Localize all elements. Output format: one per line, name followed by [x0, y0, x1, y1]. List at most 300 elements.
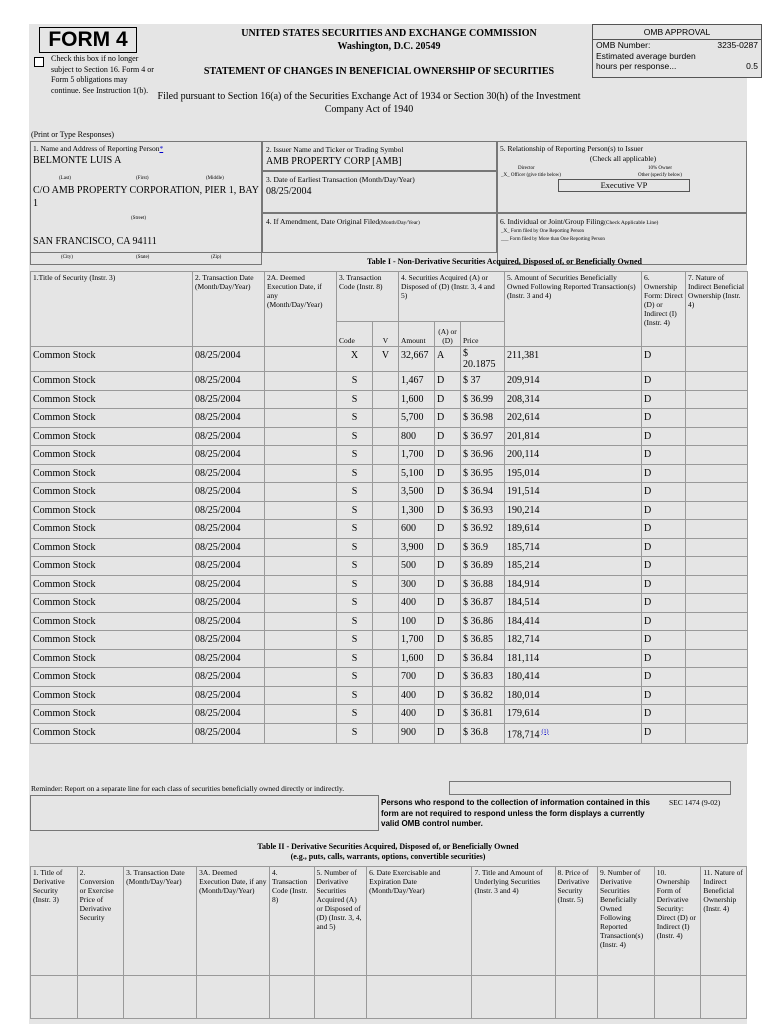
t1-cell-date [193, 538, 265, 557]
t1-cell-price [461, 520, 505, 539]
t1-cell-price [461, 427, 505, 446]
t1-cell-amount-text: 32,667 [401, 350, 429, 361]
t1-cell-form [642, 594, 686, 613]
t1-cell-date [193, 705, 265, 724]
t1-cell-code-text: S [351, 393, 358, 405]
omb-approval-box [592, 24, 762, 78]
t1-cell-deemed [265, 686, 337, 705]
t1-cell-form [642, 347, 686, 372]
t1-cell-v [373, 464, 399, 483]
t1-cell-title-text: Common Stock [33, 486, 96, 497]
t1-cell-amount [399, 483, 435, 502]
t1-cell-owned-text: 178,714 [507, 728, 540, 740]
t1-cell-v [373, 409, 399, 428]
ten-percent-owner-option[interactable]: 10% Owner [648, 166, 673, 171]
t1-cell-owned-text: 180,414 [507, 671, 540, 682]
t1-sub-v: V [373, 322, 399, 347]
omb-notice: Persons who respond to the collection of information contained in this form are not required to respond unless the form displays a currently valid OMB control number. [381, 798, 650, 828]
t1-cell-code [337, 464, 373, 483]
t1-cell-owned-text: 185,214 [507, 560, 540, 571]
t1-cell-price [461, 686, 505, 705]
t1-cell-owned-text: 195,014 [507, 467, 540, 479]
t1-sub-amount: Amount [399, 322, 435, 347]
t1-cell-code-text: S [351, 412, 358, 423]
t1-cell-nature [686, 538, 748, 557]
t1-cell-aord [435, 631, 461, 650]
filing-more-persons[interactable]: ___ Form filed by More than One Reporting Person [501, 237, 605, 242]
t1-cell-code-text: S [351, 597, 358, 608]
t1-cell-title-text: Common Stock [33, 393, 96, 405]
earliest-transaction-box [262, 171, 497, 213]
t1-cell-aord-text: D [437, 412, 445, 423]
relationship-box [497, 141, 747, 213]
t1-cell-price-text: $ 36.89 [463, 560, 494, 571]
t1-cell-deemed [265, 538, 337, 557]
t1-h-nature: 7. Nature of Indirect Beneficial Ownership (Instr. 4) [686, 272, 748, 347]
t1-cell-owned [505, 520, 642, 539]
t1-cell-owned-text: 184,514 [507, 597, 540, 608]
t1-cell-price [461, 390, 505, 409]
t1-cell-owned [505, 501, 642, 520]
t1-cell-form-text: D [644, 597, 652, 608]
table2-title: Table II - Derivative Securities Acquired, Disposed of, or Beneficially Owned [257, 842, 519, 851]
t1-cell-nature [686, 705, 748, 724]
t1-cell-code-text: S [351, 652, 358, 664]
t1-cell-owned-text: 179,614 [507, 708, 540, 719]
t1-cell-aord-text: D [437, 504, 445, 516]
t1-cell-code-text: S [351, 634, 358, 645]
t1-cell-date [193, 427, 265, 446]
t1-cell-owned-text: 200,114 [507, 449, 540, 460]
t1-cell-code-text: S [351, 560, 358, 571]
t1-cell-price-text: $ 36.88 [463, 578, 494, 590]
t1-cell-title-text: Common Stock [33, 412, 96, 423]
t1-cell-code-text: S [351, 578, 358, 590]
t1-cell-v [373, 347, 399, 372]
t2-h-7: 7. Title and Amount of Underlying Securities (Instr. 3 and 4) [472, 867, 555, 976]
t1-cell-date [193, 649, 265, 668]
t1-cell-price [461, 594, 505, 613]
t1-cell-owned [505, 390, 642, 409]
t1-cell-form-text: D [644, 504, 652, 516]
t1-cell-form-text: D [644, 726, 652, 738]
street-label: (Street) [131, 216, 146, 221]
t1-cell-aord [435, 612, 461, 631]
t1-cell-deemed [265, 409, 337, 428]
t1-cell-deemed [265, 372, 337, 391]
t1-cell-amount [399, 686, 435, 705]
t1-cell-owned [505, 575, 642, 594]
t1-cell-code [337, 557, 373, 576]
t1-cell-form-text: D [644, 671, 652, 682]
t1-cell-price-text: $ 36.87 [463, 597, 494, 608]
sec-form-code: SEC 1474 (9-02) [669, 798, 721, 807]
t1-cell-owned [505, 705, 642, 724]
t1-cell-form-text: D [644, 449, 652, 460]
t1-cell-amount [399, 557, 435, 576]
t1-cell-title-text: Common Stock [33, 560, 96, 571]
t1-cell-amount-text: 900 [401, 726, 417, 738]
t1-cell-title [31, 483, 193, 502]
t1-cell-owned-text: 180,014 [507, 689, 540, 701]
t1-cell-aord [435, 483, 461, 502]
t1-cell-date-text: 08/25/2004 [195, 350, 241, 361]
t1-cell-title-text: Common Stock [33, 615, 96, 627]
t1-cell-price [461, 372, 505, 391]
t1-cell-deemed [265, 631, 337, 650]
table-row [31, 557, 748, 576]
t1-cell-price [461, 575, 505, 594]
t1-cell-code [337, 390, 373, 409]
t1-cell-form-text: D [644, 375, 652, 386]
t1-cell-owned-text: 185,714 [507, 541, 540, 553]
filing-one-person[interactable]: _X_ Form filed by One Reporting Person [501, 229, 585, 234]
t1-cell-aord-text: D [437, 578, 445, 590]
t1-cell-aord [435, 686, 461, 705]
t1-cell-form [642, 649, 686, 668]
t1-cell-form-text: D [644, 578, 652, 590]
t1-cell-owned-text: 209,914 [507, 375, 540, 386]
t1-cell-price-text: $ 36.99 [463, 393, 494, 405]
t1-cell-aord-text: D [437, 726, 445, 738]
t1-cell-code [337, 372, 373, 391]
t1-cell-price-text: $ 36.9 [463, 541, 489, 553]
table-row [31, 631, 748, 650]
t1-cell-price [461, 631, 505, 650]
t1-cell-code [337, 483, 373, 502]
t1-cell-price [461, 446, 505, 465]
t1-cell-aord-text: D [437, 375, 445, 386]
t2-h-4: 4. Transaction Code (Instr. 8) [269, 867, 314, 976]
t1-cell-form-text: D [644, 350, 652, 361]
t1-cell-date [193, 372, 265, 391]
t1-cell-aord [435, 464, 461, 483]
t1-cell-title [31, 372, 193, 391]
t1-cell-nature [686, 557, 748, 576]
omb-number-value: 3235-0287 [717, 40, 758, 50]
t1-cell-price [461, 705, 505, 724]
t1-cell-form [642, 557, 686, 576]
city-label: (City) [61, 255, 73, 260]
reporting-person-name: BELMONTE LUIS A [33, 155, 122, 166]
t1-cell-deemed [265, 501, 337, 520]
t1-cell-aord [435, 446, 461, 465]
t1-cell-form [642, 612, 686, 631]
officer-option[interactable]: _X_ Officer (give title below) [501, 173, 561, 178]
t1-cell-aord [435, 705, 461, 724]
relationship-sub: (Check all applicable) [589, 154, 657, 163]
t1-cell-aord [435, 372, 461, 391]
t1-cell-amount-text: 3,900 [401, 541, 424, 553]
t1-cell-v [373, 686, 399, 705]
t1-cell-title [31, 612, 193, 631]
t1-cell-amount-text: 1,700 [401, 634, 424, 645]
t1-cell-v [373, 501, 399, 520]
t1-cell-date-text: 08/25/2004 [195, 412, 241, 423]
t2-h-10: 10. Ownership Form of Derivative Security: Direct (D) or Indirect (I) (Instr. 4) [654, 867, 701, 976]
t1-cell-amount [399, 575, 435, 594]
t1-cell-aord-text: D [437, 708, 445, 719]
filing-label-sub: (Check Applicable Line) [603, 220, 659, 226]
t1-cell-title [31, 446, 193, 465]
t1-cell-deemed [265, 446, 337, 465]
t1-cell-code [337, 501, 373, 520]
t1-cell-date-text: 08/25/2004 [195, 652, 241, 664]
t1-cell-form-text: D [644, 393, 652, 405]
t1-cell-amount [399, 390, 435, 409]
t1-cell-title [31, 557, 193, 576]
t1-cell-price [461, 612, 505, 631]
t1-cell-deemed [265, 557, 337, 576]
t1-cell-amount-text: 5,100 [401, 467, 424, 479]
t1-cell-date [193, 612, 265, 631]
t1-cell-form [642, 668, 686, 687]
reporting-person-address: C/O AMB PROPERTY CORPORATION, PIER 1, BAY 1 [33, 185, 259, 209]
t1-cell-deemed [265, 520, 337, 539]
t1-cell-deemed [265, 427, 337, 446]
t1-cell-aord-text: D [437, 523, 445, 534]
t1-cell-form [642, 520, 686, 539]
t1-cell-owned [505, 409, 642, 428]
t1-cell-nature [686, 686, 748, 705]
t1-cell-v [373, 557, 399, 576]
print-type-note: (Print or Type Responses) [31, 130, 115, 139]
t1-cell-date [193, 483, 265, 502]
t1-cell-code [337, 686, 373, 705]
t1-cell-date-text: 08/25/2004 [195, 689, 241, 701]
table-row [31, 723, 748, 743]
t2-h-8: 8. Price of Derivative Security (Instr. 5) [555, 867, 598, 976]
t1-cell-form-text: D [644, 560, 652, 571]
t1-cell-title [31, 649, 193, 668]
t1-cell-owned [505, 612, 642, 631]
t1-cell-date-text: 08/25/2004 [195, 486, 241, 497]
table-row [31, 686, 748, 705]
table-row [31, 427, 748, 446]
omb-number-label: OMB Number: [596, 40, 651, 50]
t1-cell-amount [399, 501, 435, 520]
t1-cell-aord-text: D [437, 652, 445, 664]
t1-cell-code-text: S [351, 671, 358, 682]
t1-cell-price-text: $ 36.84 [463, 652, 494, 664]
table-row [31, 446, 748, 465]
t1-cell-aord-text: D [437, 486, 445, 497]
t1-cell-date-text: 08/25/2004 [195, 708, 241, 719]
t1-cell-form-text: D [644, 486, 652, 497]
director-option[interactable]: Director [518, 166, 535, 171]
t1-cell-amount-text: 1,600 [401, 652, 424, 664]
t1-cell-price [461, 464, 505, 483]
t1-cell-date-text: 08/25/2004 [195, 375, 241, 386]
issuer-value: AMB PROPERTY CORP [AMB] [266, 156, 402, 167]
t1-cell-deemed [265, 390, 337, 409]
officer-title-value: Executive VP [558, 179, 690, 192]
t1-cell-date [193, 464, 265, 483]
other-option[interactable]: Other (specify below) [638, 173, 682, 178]
t1-cell-price-text: $ 36.96 [463, 449, 494, 460]
table-row [31, 594, 748, 613]
t1-cell-nature [686, 483, 748, 502]
t1-cell-owned-text: 181,114 [507, 652, 540, 664]
t1-cell-form [642, 705, 686, 724]
t1-sub-price: Price [461, 322, 505, 347]
t1-cell-aord-text: D [437, 449, 445, 460]
table-row [31, 409, 748, 428]
t1-cell-owned [505, 649, 642, 668]
t1-cell-deemed [265, 612, 337, 631]
t1-cell-v [373, 594, 399, 613]
t1-cell-date [193, 575, 265, 594]
t1-cell-price-text: $ 36.85 [463, 634, 494, 645]
table-row [31, 575, 748, 594]
t1-cell-aord-text: D [437, 634, 445, 645]
t1-cell-code [337, 631, 373, 650]
t1-cell-amount [399, 705, 435, 724]
footnote-link[interactable]: (1) [541, 728, 549, 735]
t1-cell-title [31, 464, 193, 483]
t1-cell-amount-text: 3,500 [401, 486, 424, 497]
t1-cell-amount [399, 520, 435, 539]
t1-cell-title-text: Common Stock [33, 578, 96, 590]
t1-cell-form-text: D [644, 523, 652, 534]
omb-burden-label: Estimated average burden [596, 50, 696, 61]
t1-cell-owned [505, 347, 642, 372]
t1-cell-title [31, 686, 193, 705]
notice-blank-box [30, 795, 379, 831]
earliest-date-label: 3. Date of Earliest Transaction (Month/Day/Year) [266, 175, 415, 184]
t1-sub-aord: (A) or (D) [435, 322, 461, 347]
t1-cell-owned [505, 372, 642, 391]
t1-cell-code-text: S [351, 708, 358, 719]
t1-cell-amount-text: 400 [401, 689, 417, 701]
t1-cell-code [337, 427, 373, 446]
t1-cell-deemed [265, 723, 337, 743]
t1-cell-v [373, 427, 399, 446]
t1-cell-owned [505, 538, 642, 557]
earliest-date-value: 08/25/2004 [266, 186, 312, 197]
omb-header: OMB APPROVAL [593, 25, 761, 40]
t1-cell-amount [399, 723, 435, 743]
t1-cell-nature [686, 649, 748, 668]
t1-cell-aord [435, 594, 461, 613]
t1-cell-owned [505, 686, 642, 705]
t1-cell-price [461, 501, 505, 520]
t1-cell-title-text: Common Stock [33, 375, 96, 386]
t1-cell-code [337, 594, 373, 613]
filing-label: 6. Individual or Joint/Group Filing [500, 217, 604, 226]
t2-h-2: 2. Conversion or Exercise Price of Derivative Security [77, 867, 124, 976]
t1-cell-price [461, 649, 505, 668]
t1-cell-date-text: 08/25/2004 [195, 671, 241, 682]
reporting-person-footnote-link[interactable]: * [159, 144, 164, 153]
t1-cell-code-text: S [351, 375, 358, 386]
table2 [30, 866, 747, 1019]
t1-cell-owned [505, 557, 642, 576]
t1-cell-amount-text: 1,467 [401, 375, 424, 386]
t1-cell-form-text: D [644, 689, 652, 701]
t1-cell-title [31, 347, 193, 372]
t1-cell-aord [435, 427, 461, 446]
t1-cell-amount [399, 446, 435, 465]
t1-cell-form [642, 427, 686, 446]
table-row [31, 483, 748, 502]
t1-cell-form [642, 631, 686, 650]
t1-cell-title-text: Common Stock [33, 652, 96, 664]
t1-cell-amount [399, 347, 435, 372]
t1-cell-aord-text: D [437, 467, 445, 479]
t1-cell-date-text: 08/25/2004 [195, 393, 241, 405]
t1-cell-code [337, 612, 373, 631]
t1-cell-v [373, 520, 399, 539]
t1-cell-date [193, 446, 265, 465]
reporting-person-label: 1. Name and Address of Reporting Person [33, 144, 160, 153]
checkbox-instruction: Check this box if no longer subject to Section 16. Form 4 or Form 5 obligations may continue. See Instruction 1(b). [51, 54, 154, 95]
t1-cell-aord-text: D [437, 393, 445, 405]
t1-cell-date-text: 08/25/2004 [195, 615, 241, 627]
reporting-person-box [30, 141, 262, 253]
t1-cell-form [642, 501, 686, 520]
t1-cell-code-text: S [351, 449, 358, 460]
t1-cell-price [461, 668, 505, 687]
t1-cell-amount [399, 668, 435, 687]
t1-cell-date [193, 501, 265, 520]
t1-cell-price-text: $ 36.93 [463, 504, 494, 516]
t1-cell-amount-text: 800 [401, 430, 417, 442]
no-longer-subject-checkbox[interactable] [34, 57, 44, 67]
t1-cell-owned-text: 184,914 [507, 578, 540, 590]
t1-cell-title-text: Common Stock [33, 541, 96, 553]
t1-cell-code [337, 409, 373, 428]
t1-cell-v [373, 575, 399, 594]
t1-cell-date-text: 08/25/2004 [195, 726, 241, 738]
t2-h-1: 1. Title of Derivative Security (Instr. 3) [31, 867, 78, 976]
t1-h-acquired: 4. Securities Acquired (A) or Disposed of (D) (Instr. 3, 4 and 5) [399, 272, 505, 322]
t1-cell-owned [505, 464, 642, 483]
t1-cell-owned-text: 211,381 [507, 350, 540, 361]
t1-cell-code [337, 705, 373, 724]
t1-cell-date [193, 390, 265, 409]
t1-cell-amount-text: 400 [401, 708, 417, 719]
t1-cell-deemed [265, 705, 337, 724]
t1-cell-title-text: Common Stock [33, 634, 96, 645]
t1-cell-price-text: $ 36.81 [463, 708, 494, 719]
t1-cell-owned [505, 594, 642, 613]
t1-cell-amount-text: 5,700 [401, 412, 424, 423]
t1-cell-owned-text: 190,214 [507, 504, 540, 516]
t1-cell-aord [435, 501, 461, 520]
reminder-text: Reminder: Report on a separate line for each class of securities beneficially owned directly or indirectly. [31, 784, 345, 793]
t1-cell-aord-text: A [437, 350, 445, 361]
t1-cell-aord [435, 390, 461, 409]
t1-cell-price-text: $ 36.92 [463, 523, 494, 534]
t1-cell-code-text: S [351, 486, 358, 497]
t1-cell-code [337, 575, 373, 594]
t1-cell-nature [686, 446, 748, 465]
t1-cell-amount [399, 631, 435, 650]
t1-cell-title [31, 723, 193, 743]
t2-h-9: 9. Number of Derivative Securities Beneficially Owned Following Reported Transaction(s) (Instr. 4) [598, 867, 655, 976]
t1-cell-code-text: S [351, 726, 358, 738]
t1-cell-title [31, 538, 193, 557]
t1-cell-form-text: D [644, 430, 652, 442]
t1-cell-amount [399, 372, 435, 391]
t1-cell-date [193, 520, 265, 539]
t1-cell-date-text: 08/25/2004 [195, 634, 241, 645]
t1-cell-nature [686, 520, 748, 539]
statement-title: STATEMENT OF CHANGES IN BENEFICIAL OWNERSHIP OF SECURITIES [203, 66, 555, 77]
t1-cell-title-text: Common Stock [33, 671, 96, 682]
t1-cell-nature [686, 372, 748, 391]
